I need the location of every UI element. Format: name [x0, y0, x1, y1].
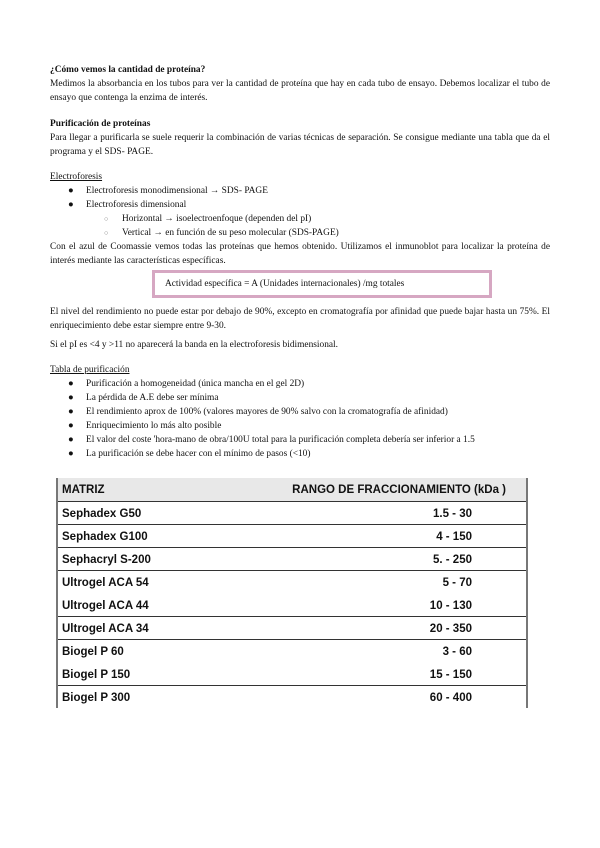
heading-purificacion: Purificación de proteínas — [50, 119, 151, 129]
list-item — [50, 447, 550, 461]
formula-actividad-especifica: Actividad específica = A (Unidades internacionales) /mg totales — [165, 279, 405, 289]
paragraph-coomassie: Con el azul de Coomassie vemos todas las proteínas que hemos obtenido. Utilizamos el inmunoblot para localizar la proteína de interés mediante las características específicas. — [50, 242, 550, 266]
section-cantidad-proteina — [50, 63, 550, 105]
column-header-matriz: MATRIZ — [62, 484, 105, 496]
list-item — [50, 198, 550, 212]
heading-cantidad-proteina: ¿Cómo vemos la cantidad de proteína? — [50, 65, 206, 75]
paragraph-purificacion: Para llegar a purificarla se suele requerir la combinación de varias técnicas de separación. Se consigue mediante una tabla que da el programa y el SDS- PAGE. — [50, 133, 550, 157]
table-row — [58, 663, 526, 686]
cell-rango: 3 - 60 — [442, 646, 472, 658]
bullet-icon: ● — [68, 379, 74, 389]
tabla-purificacion-list — [50, 377, 550, 461]
list-item — [50, 419, 550, 433]
cell-matriz: Biogel P 150 — [62, 669, 131, 681]
paragraph-absorbancia: Medimos la absorbancia en los tubos para ver la cantidad de proteína que hay en cada tubo de ensayo. Debemos localizar el tubo de ensayo que contenga la enzima de interés. — [50, 79, 550, 103]
section-tabla-purificacion — [50, 363, 550, 461]
heading-tabla-purificacion: Tabla de purificación — [50, 365, 130, 375]
list-item — [50, 184, 550, 198]
cell-rango: 20 - 350 — [429, 623, 472, 635]
section-rendimiento — [50, 305, 550, 352]
bullet-icon: ● — [68, 200, 74, 210]
table-row — [58, 640, 526, 663]
bullet-icon: ● — [68, 393, 74, 403]
table-row — [58, 594, 526, 617]
list-item-text: Electroforesis monodimensional → SDS- PAGE — [86, 186, 268, 196]
cell-rango: 5 - 70 — [442, 577, 472, 589]
table-header-row — [58, 478, 526, 502]
hollow-bullet-icon: ○ — [104, 229, 109, 237]
list-item-text: Horizontal → isoelectroenfoque (dependen del pI) — [122, 214, 312, 224]
hollow-bullet-icon: ○ — [104, 215, 109, 223]
cell-matriz: Ultrogel ACA 44 — [62, 600, 149, 612]
cell-rango: 60 - 400 — [429, 692, 472, 704]
cell-matriz: Biogel P 300 — [62, 692, 131, 704]
bullet-icon: ● — [68, 421, 74, 431]
section-electroforesis — [50, 170, 550, 268]
list-item-text: El rendimiento aprox de 100% (valores mayores de 90% salvo con la cromatografía de afinidad) — [86, 407, 448, 417]
cell-matriz: Sephadex G100 — [62, 531, 148, 543]
cell-rango: 4 - 150 — [436, 531, 472, 543]
electroforesis-list — [50, 184, 550, 240]
list-item-text: Enriquecimiento lo más alto posible — [86, 421, 222, 431]
table-row — [58, 525, 526, 548]
table-row — [58, 548, 526, 571]
formula-box — [152, 270, 492, 298]
cell-matriz: Sephadex G50 — [62, 508, 142, 520]
table-row — [58, 617, 526, 640]
table-row — [58, 571, 526, 594]
heading-electroforesis: Electroforesis — [50, 172, 103, 182]
paragraph-pi: Si el pI es <4 y >11 no aparecerá la banda en la electroforesis bidimensional. — [50, 340, 338, 350]
list-item-text: Vertical → en función de su peso molecular (SDS-PAGE) — [122, 228, 339, 238]
bullet-icon: ● — [68, 435, 74, 445]
bullet-icon: ● — [68, 407, 74, 417]
cell-rango: 15 - 150 — [429, 669, 472, 681]
list-item-text: La purificación se debe hacer con el mínimo de pasos (<10) — [86, 449, 311, 459]
bullet-icon: ● — [68, 186, 74, 196]
list-item — [50, 405, 550, 419]
cell-matriz: Sephacryl S-200 — [62, 554, 151, 566]
column-header-rango: RANGO DE FRACCIONAMIENTO (kDa ) — [292, 484, 506, 496]
cell-rango: 5. - 250 — [433, 554, 472, 566]
cell-matriz: Biogel P 60 — [62, 646, 124, 658]
section-purificacion — [50, 117, 550, 159]
list-item — [50, 377, 550, 391]
cell-matriz: Ultrogel ACA 34 — [62, 623, 149, 635]
cell-rango: 1.5 - 30 — [433, 508, 472, 520]
cell-matriz: Ultrogel ACA 54 — [62, 577, 149, 589]
bullet-icon: ● — [68, 449, 74, 459]
paragraph-rendimiento: El nivel del rendimiento no puede estar por debajo de 90%, excepto en cromatografía por afinidad que puede bajar hasta un 75%. El enriquecimiento debe estar siempre entre 9-30. — [50, 307, 550, 331]
list-item — [50, 391, 550, 405]
list-item-text: La pérdida de A.E debe ser mínima — [86, 393, 219, 403]
list-item-text: El valor del coste 'hora-mano de obra/100U total para la purificación completa debería ser inferior a 1.5 — [86, 435, 475, 445]
table-row — [58, 686, 526, 708]
list-item-text: Electroforesis dimensional — [86, 200, 187, 210]
fractionation-table — [56, 478, 528, 708]
sub-list-item — [50, 226, 550, 240]
table-row — [58, 502, 526, 525]
list-item-text: Purificación a homogeneidad (única mancha en el gel 2D) — [86, 379, 305, 389]
sub-list-item — [50, 212, 550, 226]
cell-rango: 10 - 130 — [429, 600, 472, 612]
list-item — [50, 433, 550, 447]
